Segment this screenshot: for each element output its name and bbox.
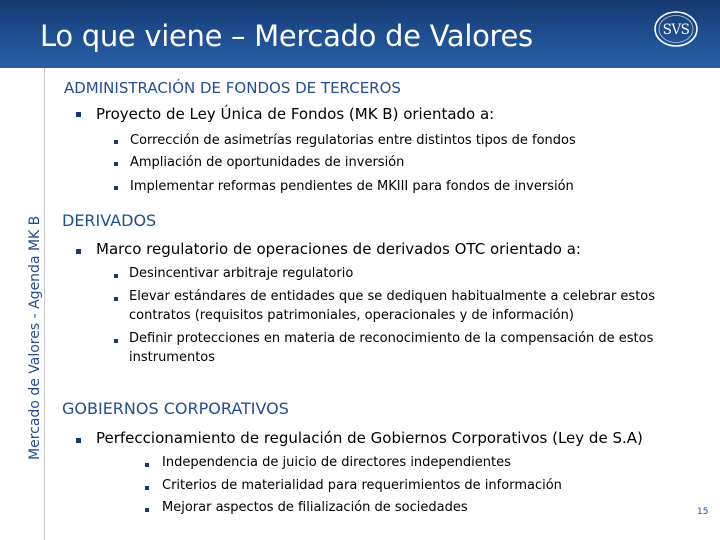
sub-bullet: Elevar estándares de entidades que se dediquen habitualmente a celebrar estos [129,289,656,304]
bullet-point: Marco regulatorio de operaciones de derivados OTC orientado a: [96,240,581,258]
sub-bullet: Ampliación de oportunidades de inversión [130,155,405,170]
section-heading: GOBIERNOS CORPORATIVOS [62,399,289,418]
sub-bullet: Desincentivar arbitraje regulatorio [129,266,354,281]
svs-logo [652,8,700,50]
section-heading: ADMINISTRACIÓN DE FONDOS DE TERCEROS [64,79,401,97]
bullet-point: Perfeccionamiento de regulación de Gobiernos Corporativos (Ley de S.A) [96,429,643,447]
logo-text: SVS [662,22,690,38]
page-title: Lo que viene – Mercado de Valores [40,19,533,53]
bullet-square-icon [76,112,81,117]
bullet-square-icon [114,297,118,301]
sub-bullet: Mejorar aspectos de filialización de sociedades [162,500,468,515]
bullet-point: Proyecto de Ley Única de Fondos (MK B) orientado a: [96,105,495,123]
bullet-square-icon [114,140,118,144]
bullet-square-icon [114,186,118,190]
sub-bullet: Definir protecciones en materia de reconocimiento de la compensación de estos [129,331,654,346]
sub-bullet-continuation: instrumentos [129,350,216,365]
bullet-square-icon [145,463,149,467]
sub-bullet: Criterios de materialidad para requerimientos de información [162,478,562,493]
bullet-square-icon [76,249,81,254]
bullet-square-icon [114,339,118,343]
bullet-square-icon [145,508,149,512]
sub-bullet: Independencia de juicio de directores independientes [162,455,511,470]
bullet-square-icon [114,162,118,166]
bullet-square-icon [114,274,118,278]
sub-bullet: Corrección de asimetrías regulatorias entre distintos tipos de fondos [130,133,576,148]
page-number: 15 [697,507,709,517]
bullet-square-icon [145,486,149,490]
bullet-square-icon [76,438,81,443]
sub-bullet-continuation: contratos (requisitos patrimoniales, operacionales y de información) [129,308,574,323]
section-heading: DERIVADOS [62,211,157,230]
sub-bullet: Implementar reformas pendientes de MKIII para fondos de inversión [130,179,574,194]
sidebar-label: Mercado de Valores - Agenda MK B [27,215,43,460]
header-bar [0,0,720,68]
